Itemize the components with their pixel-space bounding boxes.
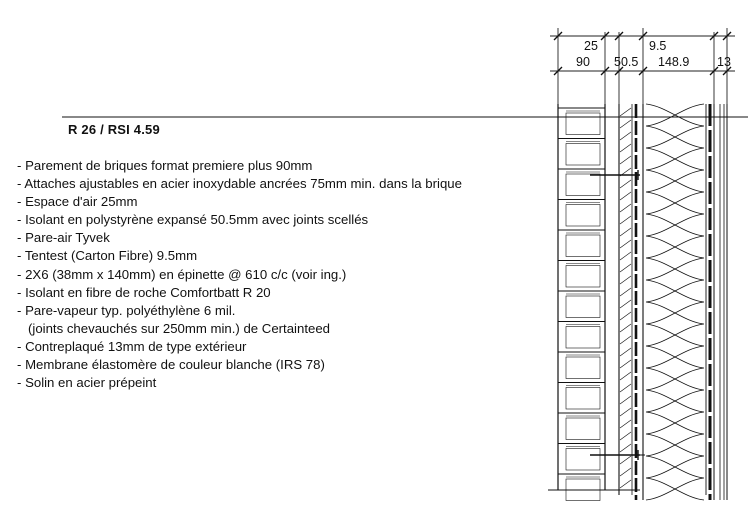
steel-flashing <box>548 455 645 490</box>
layer-text: Pare-vapeur typ. polyéthylène 6 mil. <box>25 302 236 318</box>
layer-text: Pare-air Tyvek <box>25 230 110 246</box>
dimension-label-eps: 50.5 <box>614 55 639 69</box>
layer-bullet: - <box>17 212 26 228</box>
layer-text: Membrane élastomère de couleur blanche (IRS 78) <box>25 357 325 373</box>
layer-bullet: - <box>17 230 26 246</box>
layer-text: 2X6 (38mm x 140mm) en épinette @ 610 c/c (voir ing.) <box>25 266 347 282</box>
layer-text: Parement de briques format premiere plus 90mm <box>25 158 313 173</box>
layer-bullet: - <box>17 338 26 354</box>
layer-text: Attaches ajustables en acier inoxydable ancrées 75mm min. dans la brique <box>24 176 462 192</box>
dimension-label-plywood: 13 <box>717 55 731 69</box>
air-barrier-fibreboard <box>636 104 643 500</box>
layer-bullet: - <box>17 375 26 391</box>
layer-text: Isolant en polystyrène expansé 50.5mm avec joints scellés <box>25 212 369 228</box>
layer-bullet: - <box>17 357 26 373</box>
layer-text: Tentest (Carton Fibre) 9.5mm <box>24 248 198 264</box>
layer-bullet: - <box>17 248 25 264</box>
dimension-label-fibreboard: 9.5 <box>649 39 667 53</box>
eps-insulation <box>619 104 632 495</box>
layer-text: Isolant en fibre de roche Comfortbatt R 20 <box>25 284 271 300</box>
assembly-title: R 26 / RSI 4.59 <box>68 122 160 137</box>
layer-bullet: - <box>17 284 26 300</box>
layer-text: Contreplaqué 13mm de type extérieur <box>25 338 247 354</box>
layer-text: Solin en acier prépeint <box>25 375 157 391</box>
brick-veneer <box>558 104 605 501</box>
layer-bullet: - <box>17 176 25 192</box>
rockwool-batt <box>646 104 706 500</box>
layer-bullet: - <box>17 158 26 173</box>
interior-layers <box>710 104 727 500</box>
dimension-label-stud-cavity: 148.9 <box>658 55 690 69</box>
layer-bullet: - <box>17 302 26 318</box>
brick-ties <box>590 170 640 460</box>
layer-text: Espace d'air 25mm <box>25 194 138 210</box>
dimension-label-brick: 90 <box>576 55 590 69</box>
dimension-label-air-space: 25 <box>584 39 598 53</box>
layer-bullet: - <box>17 194 26 210</box>
layer-bullet: - <box>17 266 26 282</box>
layer-text: (joints chevauchés sur 250mm min.) de Certainteed <box>28 320 330 336</box>
